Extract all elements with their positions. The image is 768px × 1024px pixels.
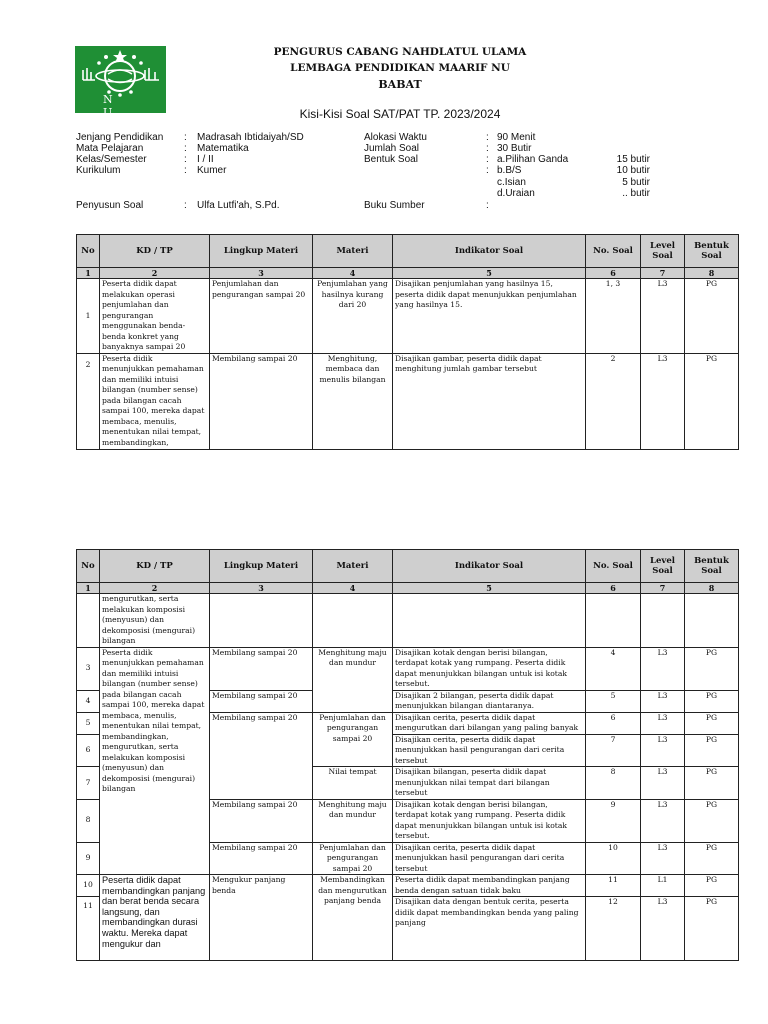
row-materi: Membandingkan dan mengurutkan panjang benda [313, 875, 393, 961]
org-line-3: BABAT [378, 78, 422, 91]
row-no: 11 [77, 897, 100, 961]
table-row [77, 353, 739, 449]
row-no: 1 [77, 279, 100, 354]
page-title: Kisi-Kisi Soal SAT/PAT TP. 2023/2024 [299, 107, 501, 121]
row-indikator: Disajikan 2 bilangan, peserta didik dapat menunjukkan bilangan diantaranya. [393, 690, 586, 712]
row-lingkup: Membilang sampai 20 [210, 353, 313, 449]
row-bentuk [685, 594, 739, 648]
info-value: d.Uraian [497, 188, 535, 199]
row-level: L3 [641, 353, 685, 449]
row-nosoal: 4 [586, 647, 641, 690]
info-label: Bentuk Soal [364, 154, 418, 165]
row-bentuk: PG [685, 353, 739, 449]
info-label: Kurikulum [76, 165, 121, 176]
row-lingkup: Penjumlahan dan pengurangan sampai 20 [210, 279, 313, 354]
row-bentuk: PG [685, 647, 739, 690]
col-number: 7 [641, 268, 685, 279]
row-indikator: Disajikan cerita, peserta didik dapat menunjukkan hasil pengurangan dari cerita tersebut [393, 734, 586, 767]
row-lingkup: Membilang sampai 20 [210, 647, 313, 690]
row-kd: mengurutkan, serta melakukan komposisi (menyusun) dan dekomposisi (mengurai) bilangan [100, 594, 210, 648]
col-number: 8 [685, 583, 739, 594]
info-label: Jenjang Pendidikan [76, 132, 164, 143]
row-nosoal: 1, 3 [586, 279, 641, 354]
row-nosoal: 7 [586, 734, 641, 767]
info-label: Alokasi Waktu [364, 132, 427, 143]
info-value: Ulfa Lutfi'ah, S.Pd. [197, 200, 280, 211]
info-value: Kumer [197, 165, 227, 176]
row-indikator: Disajikan cerita, peserta didik dapat menunjukkan hasil pengurangan dari cerita tersebut [393, 842, 586, 875]
col-number: 3 [210, 583, 313, 594]
row-nosoal: 9 [586, 799, 641, 842]
row-bentuk: PG [685, 875, 739, 897]
row-no: 2 [77, 353, 100, 449]
col-number: 1 [77, 583, 100, 594]
row-level: L3 [641, 647, 685, 690]
col-header-level: Level Soal [641, 235, 685, 268]
row-materi: Menghitung, membaca dan menulis bilangan [313, 353, 393, 449]
nu-logo [75, 46, 166, 119]
kisi-table-1 [76, 234, 739, 450]
row-indikator: Peserta didik dapat membandingkan panjang benda dengan satuan tidak baku [393, 875, 586, 897]
row-nosoal: 11 [586, 875, 641, 897]
row-indikator: Disajikan cerita, peserta didik dapat mengurutkan dari bilangan yang paling banyak [393, 712, 586, 734]
row-indikator: Disajikan data dengan bentuk cerita, peserta didik dapat membandingkan benda yang paling panjang [393, 897, 586, 961]
row-bentuk: PG [685, 799, 739, 842]
info-colon: : [486, 143, 489, 154]
row-bentuk: PG [685, 842, 739, 875]
table-header-row [77, 550, 739, 583]
col-header-no: No [77, 235, 100, 268]
info-value: b.B/S [497, 165, 522, 176]
col-number: 4 [313, 583, 393, 594]
info-count: 15 butir [616, 154, 650, 165]
info-count: 10 butir [616, 165, 650, 176]
table-row [77, 279, 739, 354]
info-colon: : [486, 154, 489, 165]
info-label: Penyusun Soal [76, 200, 144, 211]
row-no: 7 [77, 767, 100, 800]
col-number: 6 [586, 583, 641, 594]
col-header-bentuk: Bentuk Soal [685, 235, 739, 268]
info-colon: : [184, 132, 187, 143]
row-nosoal: 8 [586, 767, 641, 800]
row-indikator [393, 594, 586, 648]
info-colon: : [184, 154, 187, 165]
row-bentuk: PG [685, 767, 739, 800]
info-value: Madrasah Ibtidaiyah/SD [197, 132, 304, 143]
row-no: 3 [77, 647, 100, 690]
row-materi: Menghitung maju dan mundur [313, 647, 393, 712]
col-number: 2 [100, 583, 210, 594]
info-label: Mata Pelajaran [76, 143, 144, 154]
row-nosoal: 2 [586, 353, 641, 449]
row-materi: Penjumlahan dan pengurangan sampai 20 [313, 842, 393, 875]
info-value: 90 Menit [497, 132, 536, 143]
col-header-level: Level Soal [641, 550, 685, 583]
info-label: Buku Sumber [364, 200, 425, 211]
table-row-continuation [77, 594, 739, 648]
table-row [77, 647, 739, 690]
col-header-lingkup: Lingkup Materi [210, 550, 313, 583]
col-header-bentuk: Bentuk Soal [685, 550, 739, 583]
column-number-row [77, 268, 739, 279]
info-value: Matematika [197, 143, 249, 154]
table-row [77, 875, 739, 897]
row-no: 10 [77, 875, 100, 897]
column-number-row [77, 583, 739, 594]
row-level: L3 [641, 690, 685, 712]
row-level: L3 [641, 767, 685, 800]
info-colon: : [184, 165, 187, 176]
row-nosoal: 5 [586, 690, 641, 712]
row-bentuk: PG [685, 897, 739, 961]
row-level: L1 [641, 875, 685, 897]
col-header-kd: KD / TP [100, 235, 210, 268]
kisi-table-2 [76, 549, 739, 961]
col-number: 4 [313, 268, 393, 279]
col-number: 2 [100, 268, 210, 279]
row-level: L3 [641, 712, 685, 734]
info-value: a.Pilihan Ganda [497, 154, 569, 165]
row-kd: Peserta didik dapat membandingkan panjang dan berat benda secara langsung, dan membandingkan durasi waktu. Mereka dapat mengukur dan [100, 875, 210, 961]
info-label: Kelas/Semester [76, 154, 147, 165]
info-count: 5 butir [622, 177, 650, 188]
row-indikator: Disajikan kotak dengan berisi bilangan, terdapat kotak yang rumpang. Peserta didik dapat menunjukkan bilangan untuk isi kotak tersebut. [393, 647, 586, 690]
row-no: 9 [77, 842, 100, 875]
row-materi [313, 594, 393, 648]
info-colon: : [486, 165, 489, 176]
col-header-indikator: Indikator Soal [393, 235, 586, 268]
col-number: 1 [77, 268, 100, 279]
row-materi: Penjumlahan yang hasilnya kurang dari 20 [313, 279, 393, 354]
row-nosoal: 10 [586, 842, 641, 875]
row-materi: Nilai tempat [313, 767, 393, 800]
row-no: 6 [77, 734, 100, 767]
col-number: 5 [393, 583, 586, 594]
info-colon: : [184, 143, 187, 154]
col-header-nosoal: No. Soal [586, 235, 641, 268]
row-level: L3 [641, 799, 685, 842]
col-number: 3 [210, 268, 313, 279]
info-value: I / II [197, 154, 214, 165]
info-value: c.Isian [497, 177, 526, 188]
row-nosoal: 12 [586, 897, 641, 961]
row-level: L3 [641, 279, 685, 354]
row-indikator: Disajikan bilangan, peserta didik dapat menunjukkan nilai tempat dari bilangan tersebut [393, 767, 586, 800]
info-colon: : [486, 132, 489, 143]
info-colon: : [486, 200, 489, 211]
col-number: 5 [393, 268, 586, 279]
row-nosoal: 6 [586, 712, 641, 734]
col-header-lingkup: Lingkup Materi [210, 235, 313, 268]
info-colon: : [184, 200, 187, 211]
row-bentuk: PG [685, 279, 739, 354]
row-kd: Peserta didik dapat melakukan operasi penjumlahan dan pengurangan menggunakan benda-benda konkret yang banyaknya sampai 20 [100, 279, 210, 354]
row-no: 4 [77, 690, 100, 712]
info-value: 30 Butir [497, 143, 532, 154]
row-materi: Menghitung maju dan mundur [313, 799, 393, 842]
row-indikator: Disajikan penjumlahan yang hasilnya 15, peserta didik dapat menunjukkan penjumlahan yang hasilnya 15. [393, 279, 586, 354]
row-kd: Peserta didik menunjukkan pemahaman dan memiliki intuisi bilangan (number sense) pada bilangan cacah sampai 100, mereka dapat membaca, menulis, menentukan nilai tempat, membandingkan, [100, 353, 210, 449]
row-lingkup: Membilang sampai 20 [210, 690, 313, 712]
row-lingkup: Mengukur panjang benda [210, 875, 313, 961]
row-kd: Peserta didik menunjukkan pemahaman dan memiliki intuisi bilangan (number sense) pada bilangan cacah sampai 100, mereka dapat membaca, menulis, menentukan nilai tempat, membandingkan, mengurutkan, serta melakukan komposisi (menyusun) dan dekomposisi (mengurai) bilangan [100, 647, 210, 875]
col-header-nosoal: No. Soal [586, 550, 641, 583]
row-indikator: Disajikan gambar, peserta didik dapat menghitung jumlah gambar tersebut [393, 353, 586, 449]
row-lingkup [210, 594, 313, 648]
row-no: 5 [77, 712, 100, 734]
col-number: 8 [685, 268, 739, 279]
row-nosoal [586, 594, 641, 648]
row-materi: Penjumlahan dan pengurangan sampai 20 [313, 712, 393, 767]
row-level: L3 [641, 734, 685, 767]
row-lingkup: Membilang sampai 20 [210, 799, 313, 842]
org-line-1: PENGURUS CABANG NAHDLATUL ULAMA [273, 46, 527, 58]
table-header-row [77, 235, 739, 268]
row-bentuk: PG [685, 712, 739, 734]
row-bentuk: PG [685, 690, 739, 712]
logo-letters: N U [103, 93, 133, 119]
col-number: 6 [586, 268, 641, 279]
row-no [77, 594, 100, 648]
org-line-2: LEMBAGA PENDIDIKAN MAARIF NU [290, 62, 510, 74]
col-header-materi: Materi [313, 235, 393, 268]
row-level [641, 594, 685, 648]
col-header-no: No [77, 550, 100, 583]
info-label: Jumlah Soal [364, 143, 420, 154]
col-header-materi: Materi [313, 550, 393, 583]
row-indikator: Disajikan kotak dengan berisi bilangan, terdapat kotak yang rumpang. Peserta didik dapat menunjukkan bilangan untuk isi kotak tersebut. [393, 799, 586, 842]
info-count: .. butir [622, 188, 650, 199]
col-header-indikator: Indikator Soal [393, 550, 586, 583]
row-no: 8 [77, 799, 100, 842]
row-lingkup: Membilang sampai 20 [210, 712, 313, 799]
row-lingkup: Membilang sampai 20 [210, 842, 313, 875]
col-header-kd: KD / TP [100, 550, 210, 583]
row-level: L3 [641, 842, 685, 875]
col-number: 7 [641, 583, 685, 594]
row-bentuk: PG [685, 734, 739, 767]
row-level: L3 [641, 897, 685, 961]
